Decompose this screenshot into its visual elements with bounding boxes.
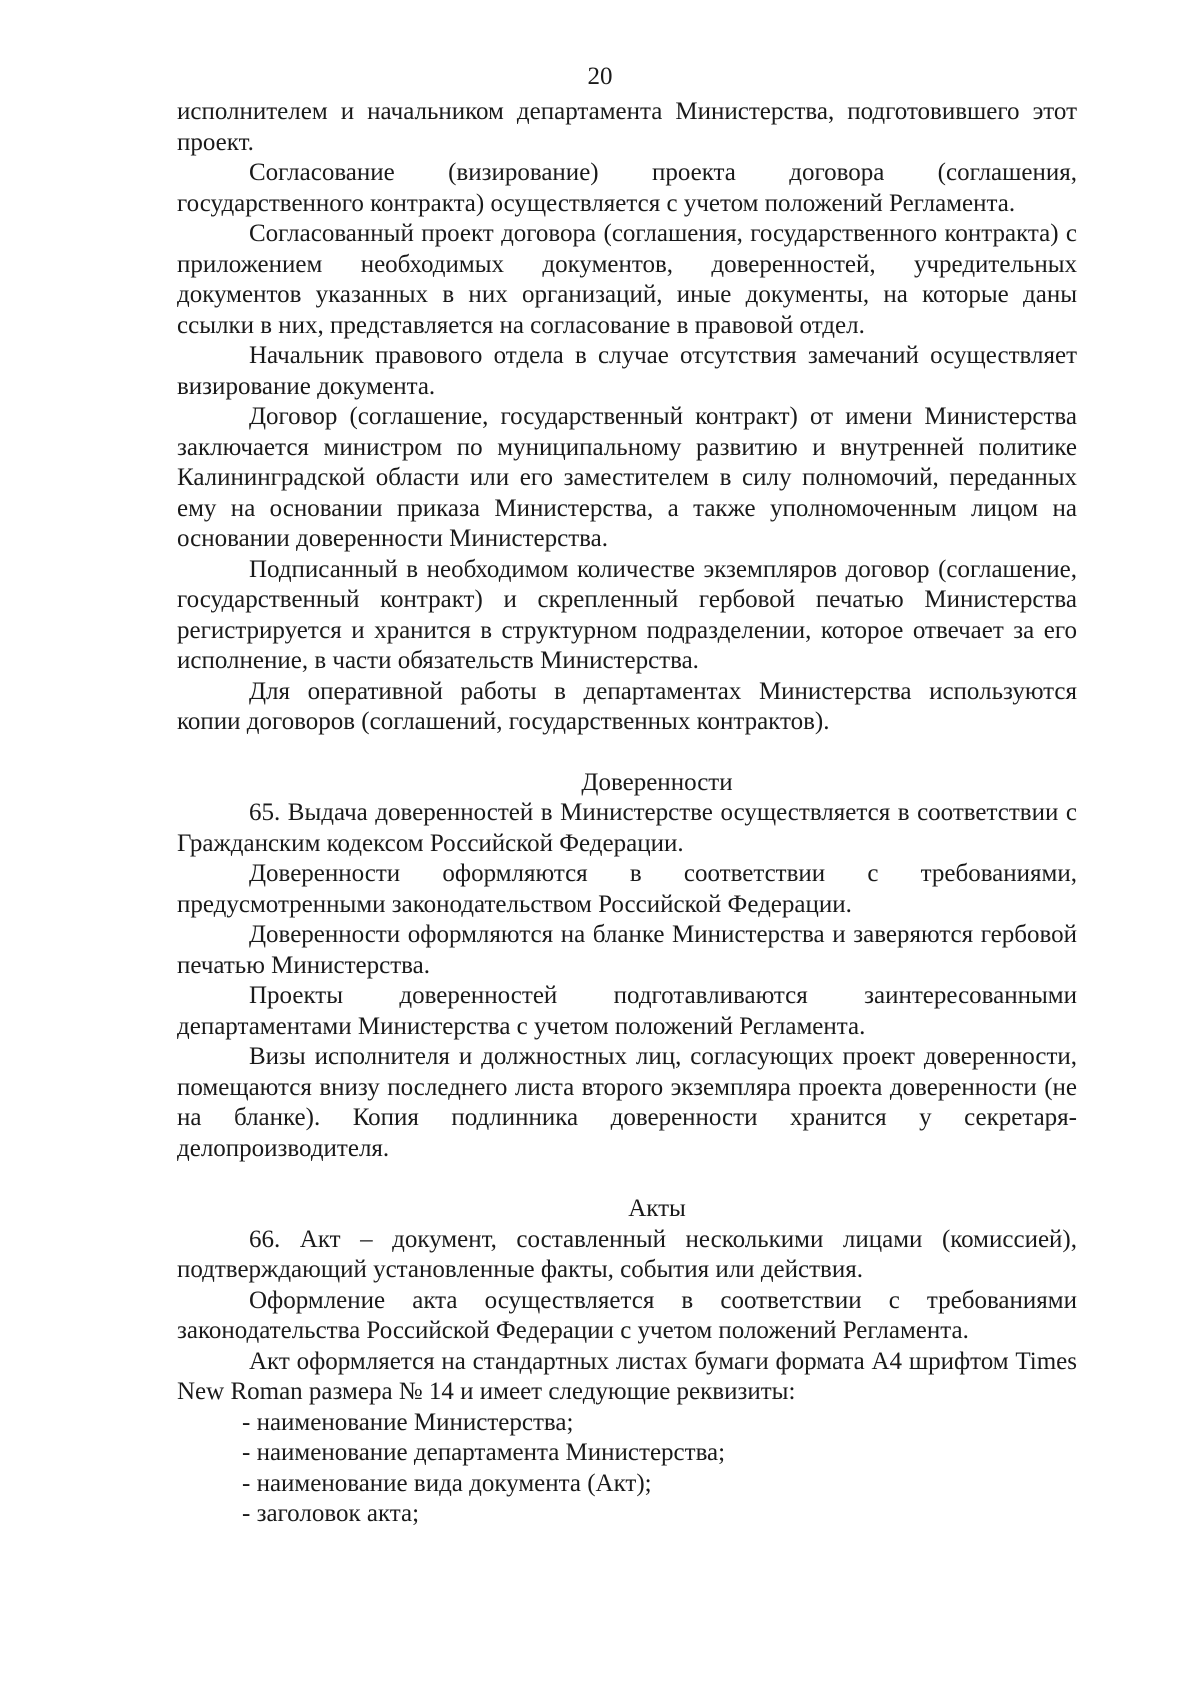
paragraph: Доверенности оформляются на бланке Министерства и заверяются гербовой печатью Министерства. xyxy=(177,921,1077,979)
paragraph-continuation: исполнителем и начальником департамента Министерства, подготовившего этот проект. xyxy=(177,98,1077,156)
section-title-powers-of-attorney: Доверенности xyxy=(581,768,733,796)
paragraph: Согласованный проект договора (соглашения, государственного контракта) с приложением необходимых документов, доверенностей, учредительных документов указанных в них организаций, иные документы, на которые даны ссылки в них, представляется на согласование в правовой отдел. xyxy=(177,220,1077,339)
list-item: - наименование вида документа (Акт); xyxy=(242,1469,652,1497)
paragraph: Оформление акта осуществляется в соответствии с требованиями законодательства Российской Федерации с учетом положений Регламента. xyxy=(177,1286,1077,1344)
paragraph: Начальник правового отдела в случае отсутствия замечаний осуществляет визирование документа. xyxy=(177,342,1077,400)
paragraph: 65. Выдача доверенностей в Министерстве осуществляется в соответствии с Гражданским кодексом Российской Федерации. xyxy=(177,799,1077,857)
document-body xyxy=(177,97,1077,1530)
section-title-acts: Акты xyxy=(628,1195,686,1222)
paragraph: Договор (соглашение, государственный контракт) от имени Министерства заключается министром по муниципальному развитию и внутренней политике Калининградской области или его заместителем в силу полномочий, переданных ему на основании приказа Министерства, а также уполномоченным лицом на основании доверенности Министерства. xyxy=(177,403,1077,552)
list-item: - наименование Министерства; xyxy=(242,1408,574,1436)
paragraph: Акт оформляется на стандартных листах бумаги формата А4 шрифтом Times New Roman размера № 14 и имеет следующие реквизиты: xyxy=(177,1347,1077,1405)
list-item: - заголовок акта; xyxy=(242,1500,420,1527)
list-item: - наименование департамента Министерства; xyxy=(242,1439,726,1466)
paragraph: Согласование (визирование) проекта договора (соглашения, государственного контракта) осуществляется с учетом положений Регламента. xyxy=(177,159,1077,217)
paragraph: Доверенности оформляются в соответствии с требованиями, предусмотренными законодательством Российской Федерации. xyxy=(177,860,1077,918)
paragraph: Подписанный в необходимом количестве экземпляров договор (соглашение, государственный контракт) и скрепленный гербовой печатью Министерства регистрируется и хранится в структурном подразделении, которое отвечает за его исполнение, в части обязательств Министерства. xyxy=(177,555,1077,674)
paragraph: Проекты доверенностей подготавливаются заинтересованными департаментами Министерства с учетом положений Регламента. xyxy=(177,982,1077,1040)
paragraph: 66. Акт – документ, составленный несколькими лицами (комиссией), подтверждающий установленные факты, события или действия. xyxy=(177,1225,1077,1283)
page-number: 20 xyxy=(587,63,613,90)
paragraph: Для оперативной работы в департаментах Министерства используются копии договоров (соглашений, государственных контрактов). xyxy=(177,677,1077,735)
paragraph: Визы исполнителя и должностных лиц, согласующих проект доверенности, помещаются внизу последнего листа второго экземпляра проекта доверенности (не на бланке). Копия подлинника доверенности хранится у секретаря-делопроизводителя. xyxy=(177,1043,1077,1162)
